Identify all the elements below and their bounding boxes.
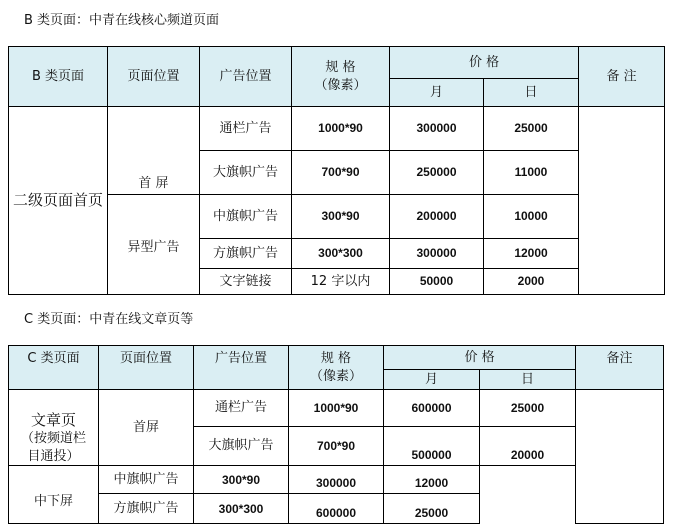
table-row-ad: 通栏广告 xyxy=(200,107,292,151)
table-row-month: 50000 xyxy=(390,269,484,295)
position-special-ad-label: 异型广告 xyxy=(127,240,180,255)
table-row-day: 2000 xyxy=(484,269,579,295)
table-row-month: 300000 xyxy=(289,466,384,494)
header-price: 价 格 xyxy=(384,346,576,370)
header-spec-line1: 规 格 xyxy=(320,350,352,366)
table-row-month: 250000 xyxy=(390,151,484,195)
page-name: 二级页面首页 xyxy=(9,107,108,295)
header-month: 月 xyxy=(390,79,484,107)
table-row-month: 600000 xyxy=(289,494,384,524)
header-ad-position: 广告位置 xyxy=(194,346,289,390)
header-spec xyxy=(292,47,390,107)
table-row-spec: 12 字以内 xyxy=(292,269,390,295)
table-row-month: 600000 xyxy=(384,390,480,427)
table-row-ad: 大旗帜广告 xyxy=(194,426,289,466)
header-spec xyxy=(289,346,384,390)
header-day: 日 xyxy=(480,370,576,390)
section-b-title: B 类页面：中青在线核心频道页面 xyxy=(24,13,220,28)
header-month: 月 xyxy=(384,370,480,390)
table-row-spec: 700*90 xyxy=(292,151,390,195)
table-row-ad: 方旗帜广告 xyxy=(200,239,292,269)
header-page-type: C 类页面 xyxy=(9,346,99,390)
table-row-month: 200000 xyxy=(390,195,484,239)
page-name-line1: 文章页 xyxy=(30,411,76,429)
table-row-ad: 中旗帜广告 xyxy=(200,195,292,239)
header-day: 日 xyxy=(484,79,579,107)
table-row-ad: 文字链接 xyxy=(200,269,292,295)
table-row-spec: 1000*90 xyxy=(289,390,384,427)
table-row-spec: 300*300 xyxy=(194,494,289,524)
position-first-screen xyxy=(108,107,200,195)
table-row-day: 25000 xyxy=(484,107,579,151)
section-b-price-table xyxy=(8,46,665,295)
table-row-spec: 300*90 xyxy=(292,195,390,239)
remark-cell xyxy=(579,107,665,295)
table-row-ad: 通栏广告 xyxy=(194,390,289,427)
table-row-day: 20000 xyxy=(480,426,576,466)
table-row-ad: 大旗帜广告 xyxy=(200,151,292,195)
header-price: 价 格 xyxy=(390,47,579,79)
table-row-spec: 700*90 xyxy=(289,426,384,466)
header-spec-line2: （像素） xyxy=(314,77,367,93)
section-c-price-table xyxy=(8,345,664,524)
table-row-day: 25000 xyxy=(480,390,576,427)
table-row-month: 300000 xyxy=(390,239,484,269)
table-row-day: 11000 xyxy=(484,151,579,195)
table-row-spec: 300*300 xyxy=(292,239,390,269)
table-row-ad: 方旗帜广告 xyxy=(99,494,194,524)
header-spec-line2: （像素） xyxy=(309,368,362,384)
header-remark: 备注 xyxy=(576,346,664,390)
header-page-position: 页面位置 xyxy=(99,346,194,390)
table-row-month: 500000 xyxy=(384,426,480,466)
table-row-day: 12000 xyxy=(384,466,480,494)
table-row-month: 300000 xyxy=(390,107,484,151)
page-name-line3: 目通投） xyxy=(27,448,80,464)
table-row-spec: 1000*90 xyxy=(292,107,390,151)
header-page-type: B 类页面 xyxy=(9,47,108,107)
header-ad-position: 广告位置 xyxy=(200,47,292,107)
position-lower-screen: 中下屏 xyxy=(9,466,99,524)
table-row-spec: 300*90 xyxy=(194,466,289,494)
remark-cell xyxy=(576,390,664,524)
table-row-day: 25000 xyxy=(384,494,480,524)
header-page-position: 页面位置 xyxy=(108,47,200,107)
table-row-day: 10000 xyxy=(484,195,579,239)
table-row-day: 12000 xyxy=(484,239,579,269)
section-c-title: C 类页面：中青在线文章页等 xyxy=(24,312,194,327)
position-first-screen-label: 首 屏 xyxy=(138,176,169,191)
header-remark: 备 注 xyxy=(579,47,665,107)
page-name-line2: （按频道栏 xyxy=(20,431,86,447)
page-name xyxy=(9,390,99,466)
position-special-ad xyxy=(108,195,200,295)
table-row-ad: 中旗帜广告 xyxy=(99,466,194,494)
position-first-screen: 首屏 xyxy=(99,390,194,466)
header-spec-line1: 规 格 xyxy=(325,59,356,75)
